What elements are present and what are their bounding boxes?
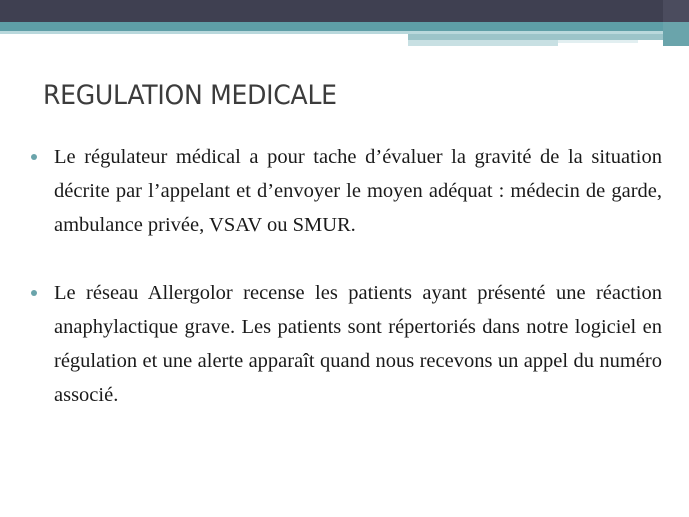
slide-title: REGULATION MEDICALE <box>43 80 337 111</box>
header-right-tab-dark <box>663 0 689 22</box>
bullet-list <box>28 140 662 446</box>
bullet-item: Le réseau Allergolor recense les patients ayant présenté une réaction anaphylactique grave. Les patients sont répertoriés dans notre logiciel en régulation et une alerte apparaît quand nous recevons un appel du numéro associé. <box>28 276 662 412</box>
header-accent-step <box>408 40 558 46</box>
header-accent-step <box>558 40 638 43</box>
header-band-dark <box>0 0 689 22</box>
bullet-item: Le régulateur médical a pour tache d’évaluer la gravité de la situation décrite par l’appelant et d’envoyer le moyen adéquat : médecin de garde, ambulance privée, VSAV ou SMUR. <box>28 140 662 242</box>
header-band-teal <box>0 22 689 31</box>
